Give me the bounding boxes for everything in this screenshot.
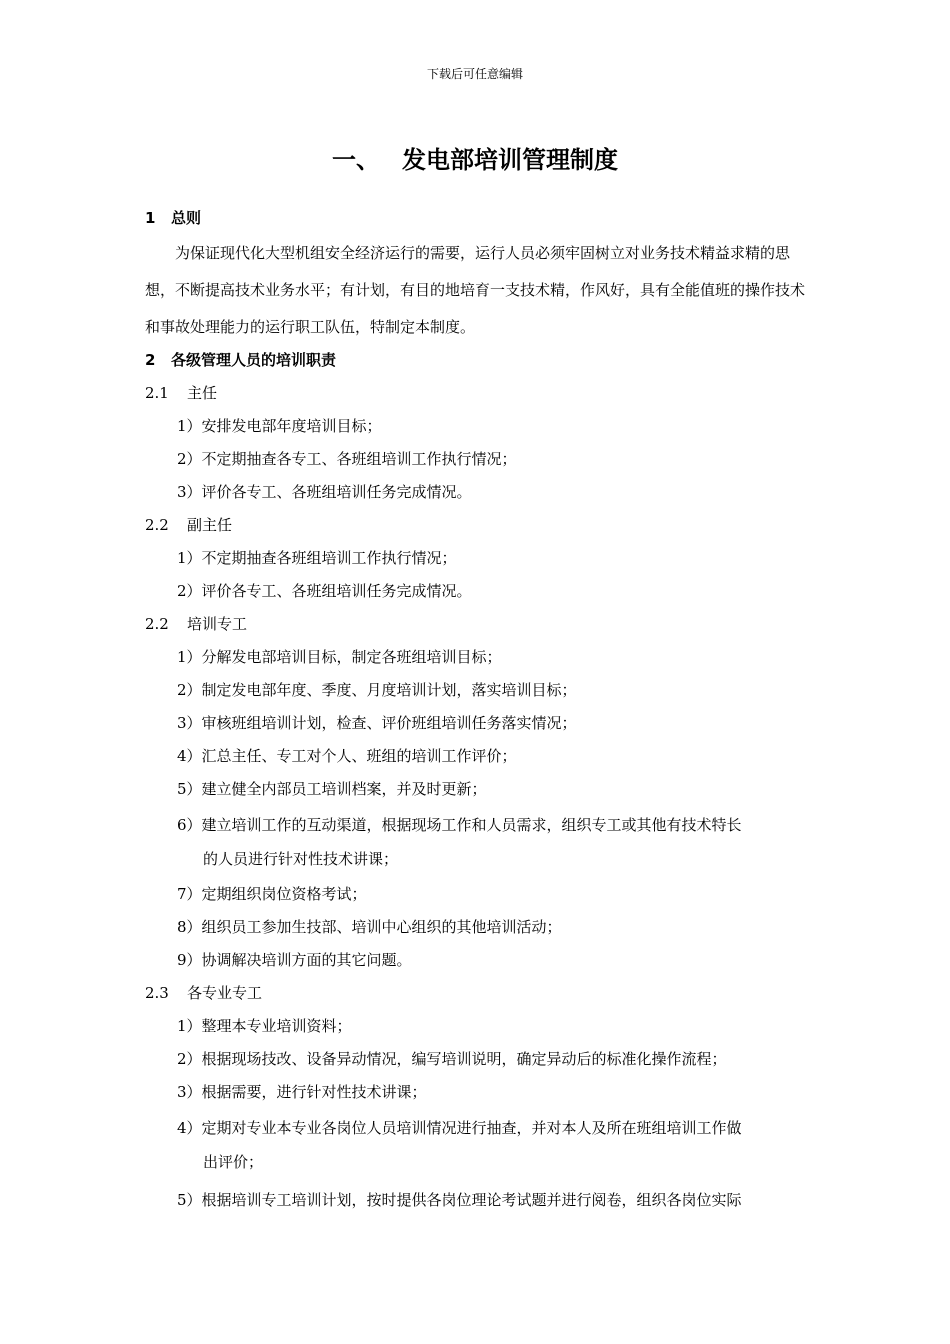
section-title: 各级管理人员的培训职责 — [171, 351, 337, 369]
general-paragraph: 为保证现代化大型机组安全经济运行的需要，运行人员必须牢固树立对业务技术精益求精的思想，不断提高技术业务水平；有计划，有目的地培育一支技术精，作风好，具有全能值班的操作技术和事故处理能力的运行职工队伍，特制定本制度。 — [145, 244, 806, 336]
subsection-number: 2.3 — [145, 984, 169, 1002]
subsection-heading-specialist — [145, 977, 810, 1010]
list-item: 5）根据培训专工培训计划，按时提供各岗位理论考试题并进行阅卷，组织各岗位实际 — [177, 1191, 742, 1209]
subsection-number: 2.1 — [145, 384, 169, 402]
page-header: 下载后可任意编辑 — [426, 67, 523, 81]
subsection-heading-deputy — [145, 509, 810, 542]
subsection-title: 各专业专工 — [187, 984, 263, 1002]
list-item: 8）组织员工参加生技部、培训中心组织的其他培训活动； — [177, 918, 562, 936]
list-item: 5）建立健全内部员工培训档案，并及时更新； — [177, 780, 487, 798]
list-item: 2）评价各专工、各班组培训任务完成情况。 — [177, 582, 472, 600]
list-item: 1）不定期抽查各班组培训工作执行情况； — [177, 549, 457, 567]
list-item: 1）安排发电部年度培训目标； — [177, 417, 382, 435]
list-item: 4）汇总主任、专工对个人、班组的培训工作评价； — [177, 747, 517, 765]
list-item: 3）评价各专工、各班组培训任务完成情况。 — [177, 483, 472, 501]
list-item: 1）分解发电部培训目标，制定各班组培训目标； — [177, 648, 502, 666]
section-heading-duties — [145, 344, 810, 377]
list-item: 3）审核班组培训计划，检查、评价班组培训任务落实情况； — [177, 714, 577, 732]
list-item: 3）根据需要，进行针对性技术讲课； — [177, 1083, 427, 1101]
subsection-title: 主任 — [187, 384, 218, 402]
subsection-number: 2.2 — [145, 615, 169, 633]
list-item: 2）制定发电部年度、季度、月度培训计划，落实培训目标； — [177, 681, 577, 699]
list-item-continuation: 的人员进行针对性技术讲课； — [203, 850, 399, 868]
list-item: 2）根据现场技改、设备异动情况，编写培训说明，确定异动后的标准化操作流程； — [177, 1050, 727, 1068]
list-item-line: 4）定期对专业本专业各岗位人员培训情况进行抽查，并对本人及所在班组培训工作做 — [177, 1119, 742, 1137]
list-item — [145, 1109, 810, 1181]
subsection-heading-director — [145, 377, 810, 410]
list-item-line: 6）建立培训工作的互动渠道，根据现场工作和人员需求，组织专工或其他有技术特长 — [177, 816, 742, 834]
list-item: 2）不定期抽查各专工、各班组培训工作执行情况； — [177, 450, 517, 468]
list-item: 9）协调解决培训方面的其它问题。 — [177, 951, 412, 969]
section-title: 总则 — [171, 209, 202, 227]
document-body — [145, 202, 810, 1219]
subsection-number: 2.2 — [145, 516, 169, 534]
subsection-title: 培训专工 — [187, 615, 248, 633]
section-heading-general — [145, 202, 810, 235]
title-text: 发电部培训管理制度 — [402, 146, 618, 174]
list-item — [145, 806, 810, 878]
section-number: 2 — [145, 351, 156, 369]
subsection-heading-training — [145, 608, 810, 641]
list-item-continuation: 出评价； — [203, 1153, 264, 1171]
subsection-title: 副主任 — [187, 516, 233, 534]
section-number: 1 — [145, 209, 156, 227]
list-item: 7）定期组织岗位资格考试； — [177, 885, 367, 903]
title-number: 一、 — [332, 146, 380, 174]
page-title — [0, 144, 950, 176]
list-item: 1）整理本专业培训资料； — [177, 1017, 352, 1035]
